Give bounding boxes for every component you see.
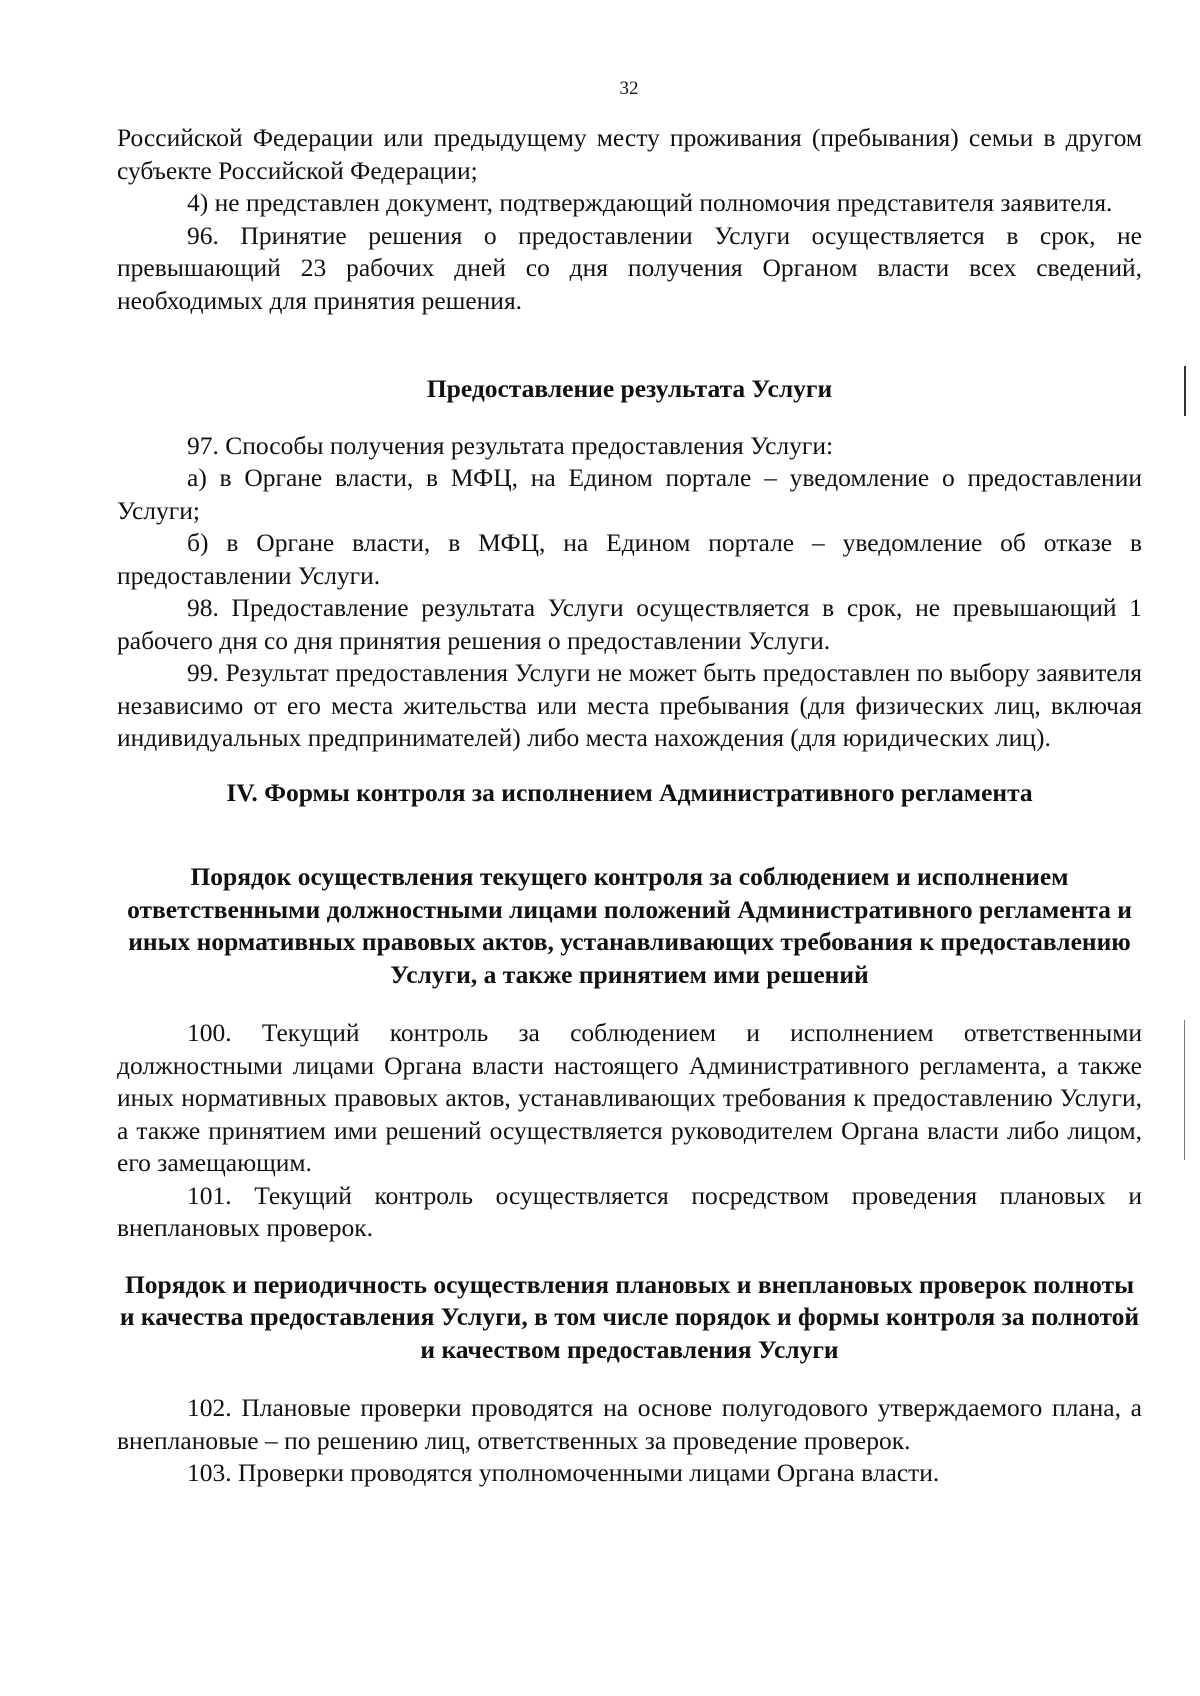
paragraph-97a: а) в Органе власти, в МФЦ, на Едином портале – уведомление о предоставлении Услуги;: [117, 463, 1142, 525]
paragraph-99: 99. Результат предоставления Услуги не может быть предоставлен по выбору заявителя независимо от его места жительства или места пребывания (для физических лиц, включая индивидуальных предпринимателей) либо места нахождения (для юридических лиц).: [117, 658, 1142, 752]
paragraph-continuation: Российской Федерации или предыдущему месту проживания (пребывания) семьи в другом субъекте Российской Федерации;: [117, 123, 1142, 185]
paragraph-item-4: 4) не представлен документ, подтверждающий полномочия представителя заявителя.: [187, 188, 1113, 217]
scan-edge-mark: [1184, 1020, 1185, 1160]
paragraph-96: 96. Принятие решения о предоставлении Услуги осуществляется в срок, не превышающий 23 рабочих дней со дня получения Органом власти всех сведений, необходимых для принятия решения.: [117, 220, 1142, 315]
paragraph-100: 100. Текущий контроль за соблюдением и исполнением ответственными должностными лицами Органа власти настоящего Административного регламента, а также иных нормативных правовых актов, устанавливающих требования к предоставлению Услуги, а также принятием ими решений осуществляется руководителем Органа власти либо лицом, его замещающим.: [117, 1018, 1142, 1177]
paragraph-97: 97. Способы получения результата предоставления Услуги:: [187, 430, 834, 460]
heading-checks-order: Порядок и периодичность осуществления плановых и внеплановых проверок полноты и качества предоставления Услуги, в том числе порядок и формы контроля за полнотой и качеством предоставления Услуги: [119, 1269, 1140, 1364]
heading-result-provision: Предоставление результата Услуги: [426, 374, 833, 403]
page-number: 32: [619, 78, 639, 99]
paragraph-97b: б) в Органе власти, в МФЦ, на Едином портале – уведомление об отказе в предоставлении Услуги.: [117, 528, 1142, 590]
paragraph-101: 101. Текущий контроль осуществляется посредством проведения плановых и внеплановых проверок.: [117, 1180, 1142, 1242]
paragraph-102: 102. Плановые проверки проводятся на основе полугодового утверждаемого плана, а внеплановые – по решению лиц, ответственных за проведение проверок.: [117, 1393, 1142, 1455]
heading-current-control: Порядок осуществления текущего контроля за соблюдением и исполнением ответственными должностными лицами положений Административного регламента и иных нормативных правовых актов, устанавливающих требования к предоставлению Услуги, а также принятием ими решений: [127, 862, 1132, 989]
paragraph-98: 98. Предоставление результата Услуги осуществляется в срок, не превышающий 1 рабочего дня со дня принятия решения о предоставлении Услуги.: [117, 593, 1142, 655]
paragraph-103: 103. Проверки проводятся уполномоченными лицами Органа власти.: [187, 1458, 940, 1487]
scan-edge-mark: [1184, 366, 1186, 416]
heading-section-iv: IV. Формы контроля за исполнением Административного регламента: [226, 777, 1033, 807]
document-body: [117, 122, 1142, 1490]
